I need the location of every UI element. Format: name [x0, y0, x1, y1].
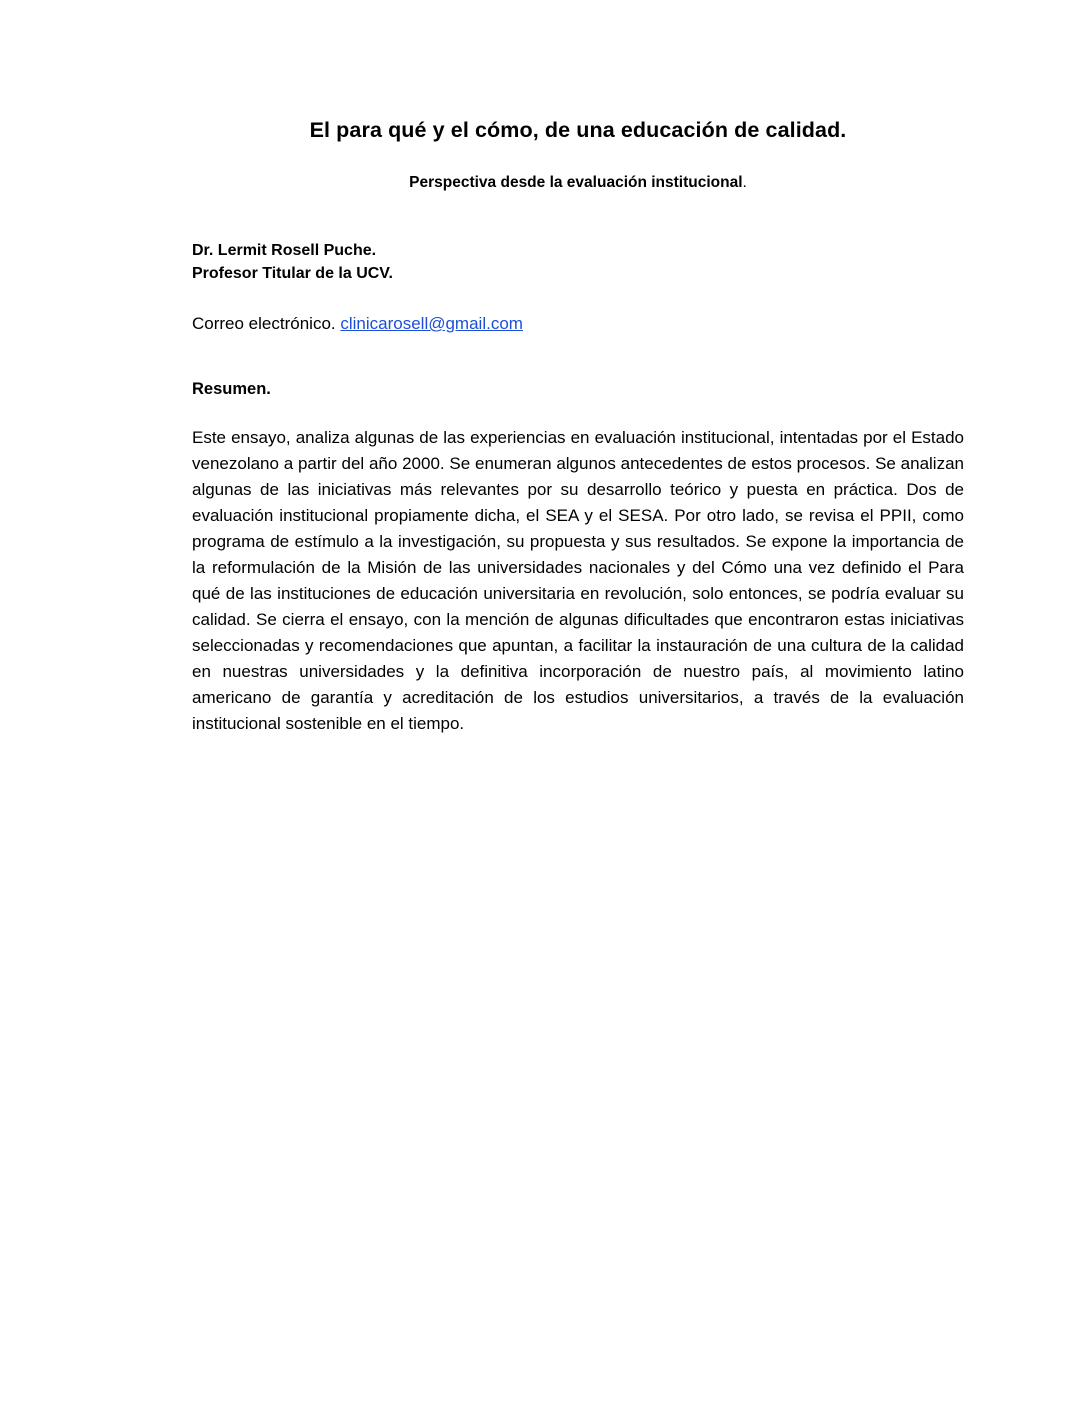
email-link[interactable]: clinicarosell@gmail.com [340, 313, 523, 333]
abstract-body: Este ensayo, analiza algunas de las experiencias en evaluación institucional, intentadas por el Estado venezolano a partir del año 2000. Se enumeran algunos antecedentes de estos procesos. Se analizan algunas de las iniciativas más relevantes por su desarrollo teórico y puesta en práctica. Dos de evaluación institucional propiamente dicha, el SEA y el SESA. Por otro lado, se revisa el PPII, como programa de estímulo a la investigación, su propuesta y sus resultados. Se expone la importancia de la reformulación de la Misión de las universidades nacionales y del Cómo una vez definido el Para qué de las instituciones de educación universitaria en revolución, solo entonces, se podría evaluar su calidad. Se cierra el ensayo, con la mención de algunas dificultades que encontraron estas iniciativas seleccionadas y recomendaciones que apuntan, a facilitar la instauración de una cultura de la calidad en nuestras universidades y la definitiva incorporación de nuestro país, al movimiento latino americano de garantía y acreditación de los estudios universitarios, a través de la evaluación institucional sostenible en el tiempo. [192, 427, 964, 733]
email-line [192, 286, 964, 336]
document-subtitle [192, 144, 964, 193]
document-content [192, 0, 964, 737]
author-block [192, 192, 964, 285]
page-title: El para qué y el cómo, de una educación de calidad. [309, 118, 847, 142]
email-label: Correo electrónico. [192, 313, 336, 333]
author-name: Dr. Lermit Rosell Puche. [192, 242, 377, 260]
document-subtitle-text: Perspectiva desde la evaluación institucional [409, 173, 743, 191]
document-subtitle-period: . [742, 173, 747, 191]
author-affiliation: Profesor Titular de la UCV. [192, 265, 393, 283]
abstract-heading: Resumen. [192, 379, 271, 398]
